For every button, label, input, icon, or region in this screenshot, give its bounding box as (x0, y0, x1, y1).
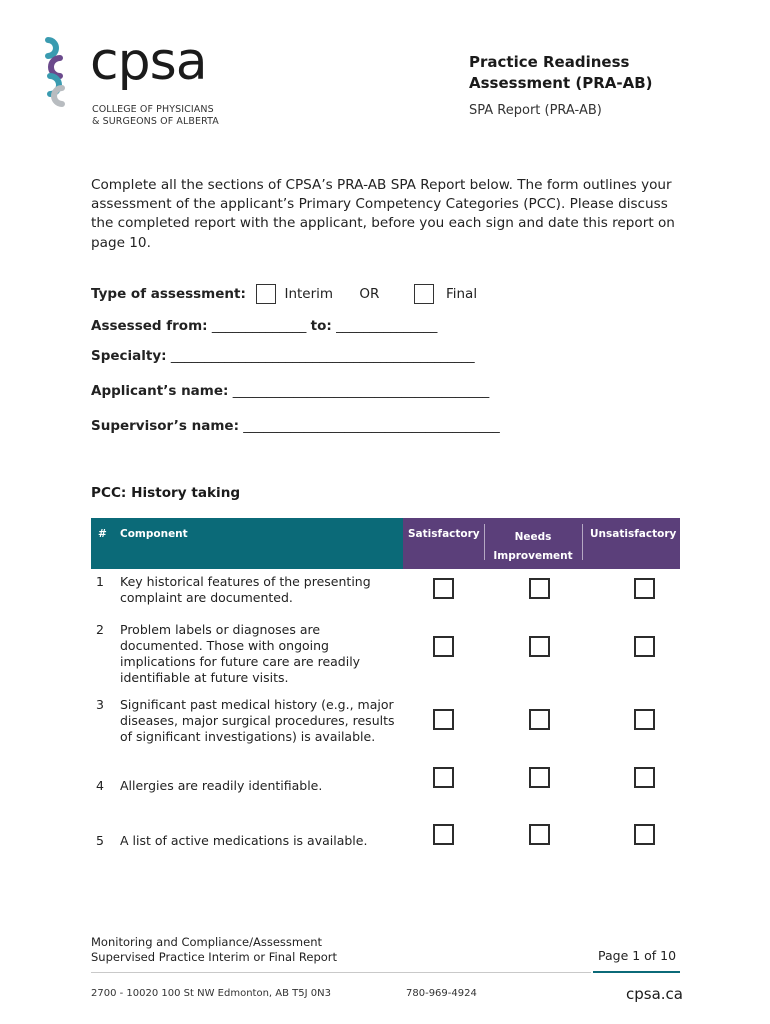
column-component-header: Component (120, 528, 188, 540)
applicant-name-row (91, 383, 489, 399)
footer-department (91, 935, 337, 965)
header-divider (484, 524, 485, 560)
interim-checkbox[interactable] (256, 284, 276, 304)
title-line-1: Practice Readiness (469, 53, 630, 71)
row-4-number: 4 (96, 778, 104, 793)
type-of-assessment-row (91, 284, 477, 304)
assessed-from-label: Assessed from: (91, 318, 208, 334)
type-of-assessment-label: Type of assessment: (91, 286, 246, 302)
final-checkbox[interactable] (414, 284, 434, 304)
logo-subtitle-line-1: COLLEGE OF PHYSICIANS (92, 104, 214, 115)
supervisor-name-label: Supervisor’s name: (91, 418, 239, 434)
row-3-unsatisfactory-checkbox[interactable] (634, 709, 655, 730)
pcc-section-heading: PCC: History taking (91, 485, 241, 501)
row-1-unsatisfactory-checkbox[interactable] (634, 578, 655, 599)
row-3-satisfactory-checkbox[interactable] (433, 709, 454, 730)
document-subtitle: SPA Report (PRA-AB) (469, 103, 602, 118)
row-4-component: Allergies are readily identifiable. (120, 778, 323, 793)
column-unsatisfactory-header: Unsatisfactory (590, 528, 677, 540)
cpsa-wordmark: cpsa (90, 32, 207, 92)
row-5-number: 5 (96, 833, 104, 848)
header-divider (582, 524, 583, 560)
row-3-component: Significant past medical history (e.g., major diseases, major surgical procedures, results of significant investigations) is available. (120, 697, 395, 744)
assessed-from-row (91, 318, 437, 334)
or-label: OR (359, 286, 380, 302)
row-3-number: 3 (96, 697, 104, 712)
row-2-satisfactory-checkbox[interactable] (433, 636, 454, 657)
row-2-number: 2 (96, 622, 104, 637)
footer-accent-divider (593, 971, 680, 973)
assessed-to-label: to: (310, 318, 332, 334)
applicant-name-field[interactable]: ______________________________________ (232, 383, 490, 399)
row-5-needs-improvement-checkbox[interactable] (529, 824, 550, 845)
row-1-needs-improvement-checkbox[interactable] (529, 578, 550, 599)
row-2-unsatisfactory-checkbox[interactable] (634, 636, 655, 657)
specialty-row (91, 348, 475, 364)
footer-website: cpsa.ca (626, 985, 683, 1003)
specialty-field[interactable]: _____________________________________________ (170, 348, 475, 364)
specialty-label: Specialty: (91, 348, 167, 364)
row-1-number: 1 (96, 574, 104, 589)
final-label: Final (445, 286, 478, 302)
column-needs-improvement-header (487, 528, 579, 566)
supervisor-name-row (91, 418, 500, 434)
cpsa-logo-mark-icon (38, 36, 78, 108)
row-5-satisfactory-checkbox[interactable] (433, 824, 454, 845)
row-4-needs-improvement-checkbox[interactable] (529, 767, 550, 788)
page-number: Page 1 of 10 (598, 948, 677, 963)
interim-label: Interim (284, 286, 334, 302)
column-satisfactory-header: Satisfactory (408, 528, 480, 540)
needs-header-line-1: Needs (514, 531, 552, 543)
intro-paragraph: Complete all the sections of CPSA’s PRA-AB SPA Report below. The form outlines your assessment of the applicant’s Primary Competency Categories (PCC). Please discuss the completed report with the applicant, before you each sign and date this report on page 10. (91, 177, 675, 251)
logo-subtitle-line-2: & SURGEONS OF ALBERTA (92, 116, 219, 127)
document-title (469, 52, 749, 94)
row-4-satisfactory-checkbox[interactable] (433, 767, 454, 788)
footer-divider (91, 972, 591, 973)
row-1-satisfactory-checkbox[interactable] (433, 578, 454, 599)
row-3-needs-improvement-checkbox[interactable] (529, 709, 550, 730)
row-4-unsatisfactory-checkbox[interactable] (634, 767, 655, 788)
footer-line-2: Supervised Practice Interim or Final Report (91, 950, 338, 964)
applicant-name-label: Applicant’s name: (91, 383, 229, 399)
column-number-header: # (98, 528, 107, 540)
footer-address: 2700 - 10020 100 St NW Edmonton, AB T5J 0N3 (91, 988, 331, 999)
row-5-unsatisfactory-checkbox[interactable] (634, 824, 655, 845)
row-2-component: Problem labels or diagnoses are documented. Those with ongoing implications for future care are readily identifiable at future visits. (120, 622, 361, 685)
supervisor-name-field[interactable]: ______________________________________ (243, 418, 500, 434)
footer-phone: 780-969-4924 (406, 988, 477, 999)
row-1-component: Key historical features of the presenting complaint are documented. (120, 574, 371, 605)
assessed-to-field[interactable]: _______________ (336, 318, 438, 334)
assessed-from-field[interactable]: ______________ (211, 318, 307, 334)
row-2-needs-improvement-checkbox[interactable] (529, 636, 550, 657)
title-line-2: Assessment (PRA-AB) (469, 74, 653, 92)
needs-header-line-2: Improvement (493, 550, 573, 562)
row-5-component: A list of active medications is available. (120, 833, 368, 848)
logo-subtitle (92, 104, 219, 128)
footer-line-1: Monitoring and Compliance/Assessment (91, 935, 322, 949)
